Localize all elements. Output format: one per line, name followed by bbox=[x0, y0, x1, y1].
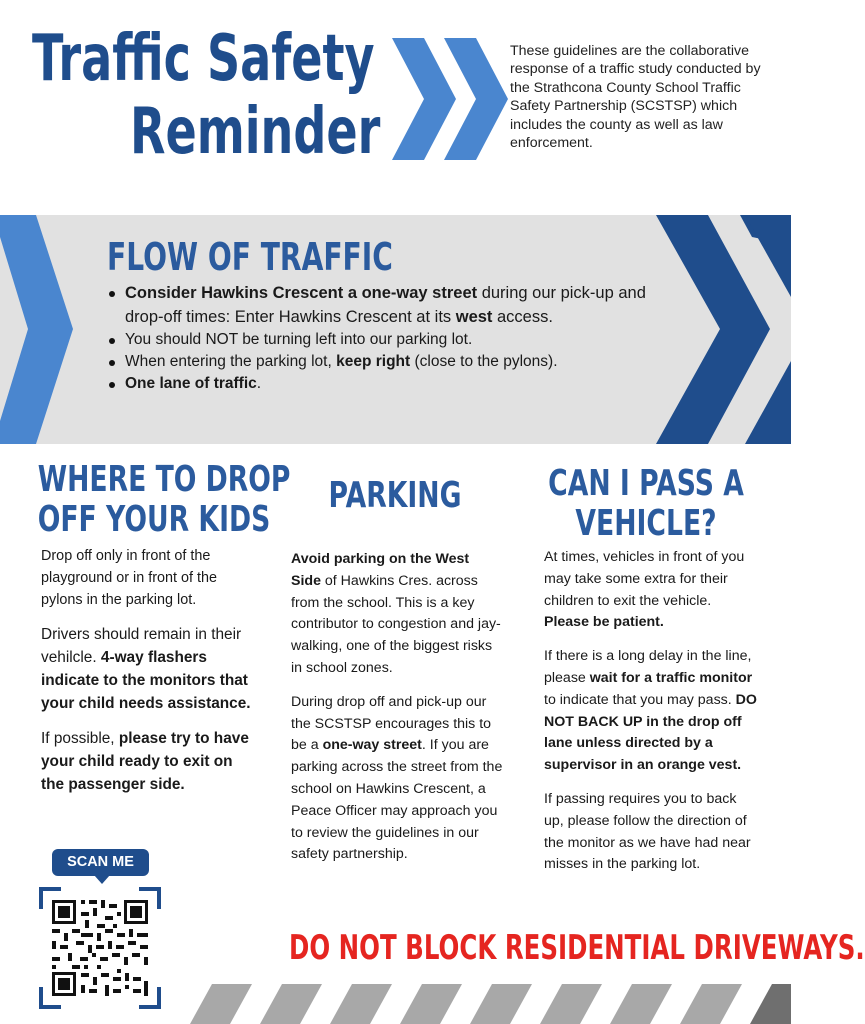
list-item: When entering the parking lot, keep right (close to the pylons). bbox=[107, 351, 667, 373]
pass-vehicle-body: At times, vehicles in front of you may take some extra for their children to exit the vehicle. Please be patient. If there is a long delay in the line, please wait for a traffic monitor to indicate that you may pass. DO NOT BACK UP in the drop off lane unless directed by a supervisor in an orange vest. If passing requires you to back up, please follow the direction of the monitor as we have had near misses in the parking lot. bbox=[544, 549, 757, 873]
title-line-2: Reminder bbox=[130, 95, 381, 169]
drop-off-heading: WHERE TO DROP OFF YOUR KIDS bbox=[37, 459, 291, 540]
header-chevron-icon bbox=[392, 38, 512, 160]
list-item: You should NOT be turning left into our parking lot. bbox=[107, 329, 667, 351]
flow-of-traffic-heading: FLOW OF TRAFFIC bbox=[107, 235, 393, 279]
flow-rules-list bbox=[107, 281, 667, 395]
pass-vehicle-heading: CAN I PASS A VEHICLE? bbox=[548, 463, 744, 544]
road-stripes-decoration bbox=[190, 984, 791, 1024]
flow-of-traffic-band bbox=[0, 215, 791, 444]
intro-text: These guidelines are the collaborative response of a traffic study conducted by the Strathcona County School Traffic Safety Partnership (SCSTSP) which includes the county as well as law enforcement. bbox=[510, 43, 761, 152]
drop-off-body: Drop off only in front of the playground or in front of the pylons in the parking lot. Drivers should remain in their vehilcle. 4-way flashers indicate to the monitors that your child needs assistance. If possible, please try to have your child ready to exit on the passenger side. bbox=[41, 548, 251, 793]
parking-body: Avoid parking on the West Side of Hawkins Cres. across from the school. This is a key contributor to congestion and jay-walking, one of the biggest risks in school zones. During drop off and pick-up our the SCSTSP encourages this to be a one-way street. If you are parking across the street from the school on Hawkins Crescent, a Peace Officer may approach you to review the guidelines in our safety partnership. bbox=[291, 551, 503, 863]
list-item: Consider Hawkins Crescent a one-way street during our pick-up and drop-off times: Enter Hawkins Crescent at its west access. bbox=[107, 281, 667, 329]
scan-me-badge: SCAN ME bbox=[52, 849, 149, 876]
no-block-driveways-warning: DO NOT BLOCK RESIDENTIAL DRIVEWAYS. bbox=[289, 928, 865, 968]
qr-code-icon[interactable] bbox=[39, 887, 161, 1009]
parking-heading: PARKING bbox=[328, 475, 462, 516]
title-line-1: Traffic Safety bbox=[32, 22, 375, 96]
list-item: One lane of traffic. bbox=[107, 373, 667, 395]
